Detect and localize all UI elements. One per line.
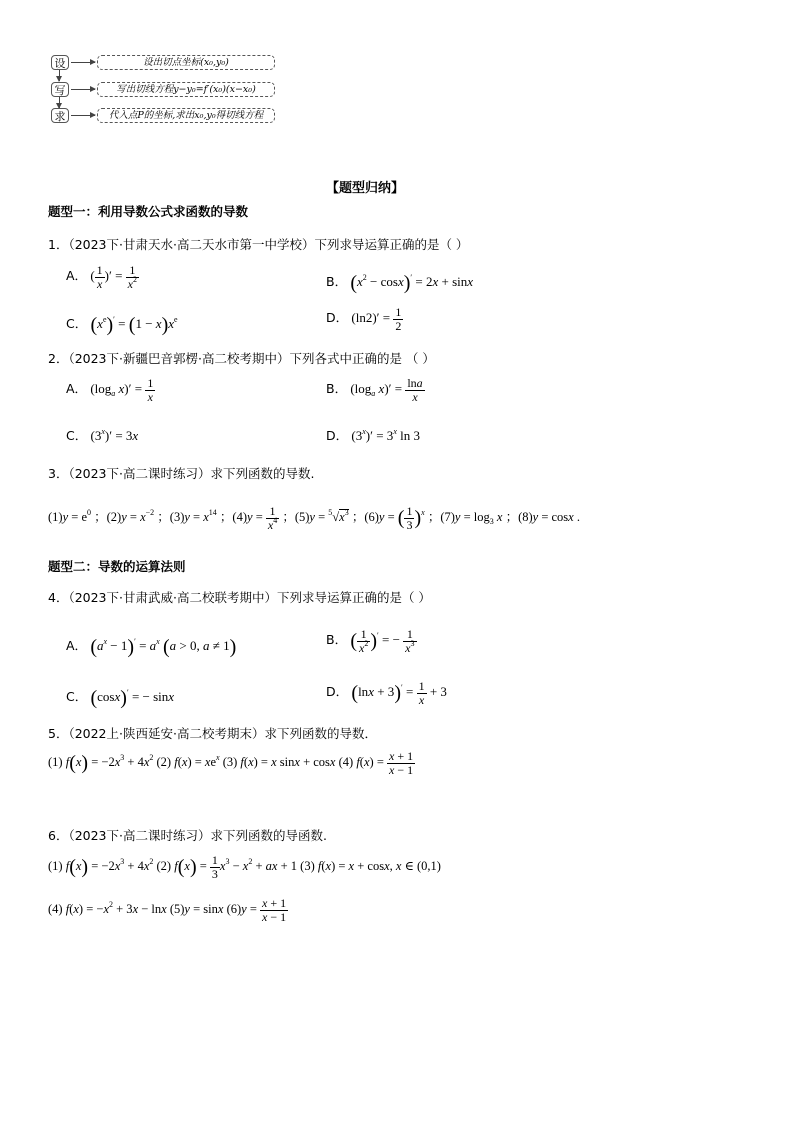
question-2-option-c [66, 426, 138, 444]
question-6-stem: 6．（2023下·高二课时练习）求下列函数的导函数. [48, 828, 327, 843]
math-expression: $(1)y = e^0$ ；$(2)y = x^{-2}$ ；$(3)y = x^{14}$ ；(4)y = $\frac{1}{x^4}$ ；$(5)y = ^5√x^3$ ；(6)y = ( $\frac{1}{3}$ )$^x$ ；$(7)y = \log_3 x$ ；(8)y = cosx . [48, 504, 580, 532]
math-expression: $(3^x)' = 3^x$ ln 3 [351, 427, 420, 443]
math-expression: $(x^e)' = (1 - x)x^e$ [90, 314, 178, 336]
question-4-stem: 4．（2023下·甘肃武威·高二校联考期中）下列求导运算正确的是（ ） [48, 590, 431, 605]
flow-step-tag: 求 [51, 108, 69, 123]
option-letter: D． [326, 428, 349, 443]
math-expression: $(x^2 - \cos x)' = 2x + \sin x$ [350, 272, 474, 294]
option-letter: D． [326, 684, 349, 700]
math-expression: (lnx + 3)′ = $\frac{1}{x}$ + 3 [351, 679, 447, 707]
flow-connector [59, 97, 60, 108]
flow-step-tag: 设 [51, 55, 69, 70]
math-expression: ($\log_a$ x)′ = $\frac{1}{x}$ [90, 376, 154, 404]
question-1-option-a [66, 264, 139, 290]
math-expression: (cosx)′ = − sinx [90, 687, 175, 709]
option-letter: C． [66, 689, 88, 704]
flow-step-text: 设出切点坐标(x₀,y₀) [97, 55, 275, 70]
question-1-option-b [326, 272, 474, 294]
flow-arrow [71, 62, 95, 63]
question-1-stem: 1．（2023下·甘肃天水·高二天水市第一中学校）下列求导运算正确的是（ ） [48, 237, 469, 252]
question-3-stem: 3．（2023下·高二课时练习）求下列函数的导数. [48, 466, 315, 481]
page-heading: 【题型归纳】 [326, 181, 405, 196]
question-2-option-d [326, 426, 420, 444]
question-2-option-b [326, 377, 425, 403]
question-5-stem: 5．（2022上·陕西延安·高二校考期末）求下列函数的导数． [48, 726, 377, 741]
flow-arrow [71, 115, 95, 116]
option-letter: B． [326, 632, 348, 648]
flow-arrow [71, 89, 95, 90]
question-3-functions [48, 505, 580, 531]
question-5-functions [48, 750, 415, 776]
option-letter: A． [66, 381, 88, 397]
section-title-1: 题型一：利用导数公式求函数的导数 [48, 204, 249, 219]
math-expression: $(3^x)' = 3x$ [90, 427, 139, 443]
option-letter: C． [66, 316, 88, 331]
question-2-option-a [66, 377, 155, 403]
question-1-option-d [326, 306, 403, 332]
section-title-2: 题型二：导数的运算法则 [48, 559, 186, 574]
option-letter: D． [326, 310, 349, 326]
flow-step-text: 代入点P的坐标,求出x₀,y₀得切线方程 [97, 108, 275, 123]
question-1-option-c [66, 314, 178, 336]
option-letter: B． [326, 274, 348, 289]
math-expression: (4) $f(x) = -x^2 + 3x - \ln x$ (5)y = sinx (6)y = $\frac{x + 1}{x - 1}$ [48, 896, 287, 924]
question-2-stem: 2．（2023下·新疆巴音郭楞·高二校考期中）下列各式中正确的是 （ ） [48, 351, 435, 366]
math-expression: ($\log_a$ x)′ = $\frac{\ln a}{x}$ [350, 376, 423, 404]
option-letter: C． [66, 428, 88, 443]
math-expression: (1) $f(x) = -2x^3 + 4x^2$ (2) f(x) = $\frac{1}{3}$ $x^3 - x^2$ + ax + 1 (3) f(x) = x + cosx, x ∈ (0,1) [48, 853, 441, 881]
math-expression: (ln2)′ = $\frac{1}{2}$ [351, 305, 402, 333]
question-4-option-d [326, 680, 447, 706]
question-4-option-b [326, 628, 417, 654]
math-expression: $(a^x - 1)' = a^x$ (a > 0, a ≠ 1) [90, 636, 237, 658]
flow-step-tag: 写 [51, 82, 69, 97]
option-letter: A． [66, 268, 88, 284]
question-6-functions-line-2 [48, 897, 288, 923]
flow-step-text: 写出切线方程y−y₀=f′(x₀)(x−x₀) [97, 82, 275, 97]
math-expression: (1) $f(x) = -2x^3 + 4x^2$ (2) $f(x) = xe^x$ (3) f(x) = x sinx + cosx (4) f(x) = $\frac{x + 1}{x - 1}$ [48, 749, 414, 777]
option-letter: A． [66, 638, 88, 653]
math-expression: ( $\frac{1}{x}$ )′ = $\frac{1}{x^2}$ [90, 263, 137, 291]
question-4-option-c [66, 687, 175, 709]
math-expression: ( $\frac{1}{x^2}$ )′ = − $\frac{1}{x^3}$ [350, 627, 415, 655]
option-letter: B． [326, 381, 348, 397]
question-6-functions-line-1 [48, 854, 441, 880]
question-4-option-a [66, 636, 237, 658]
